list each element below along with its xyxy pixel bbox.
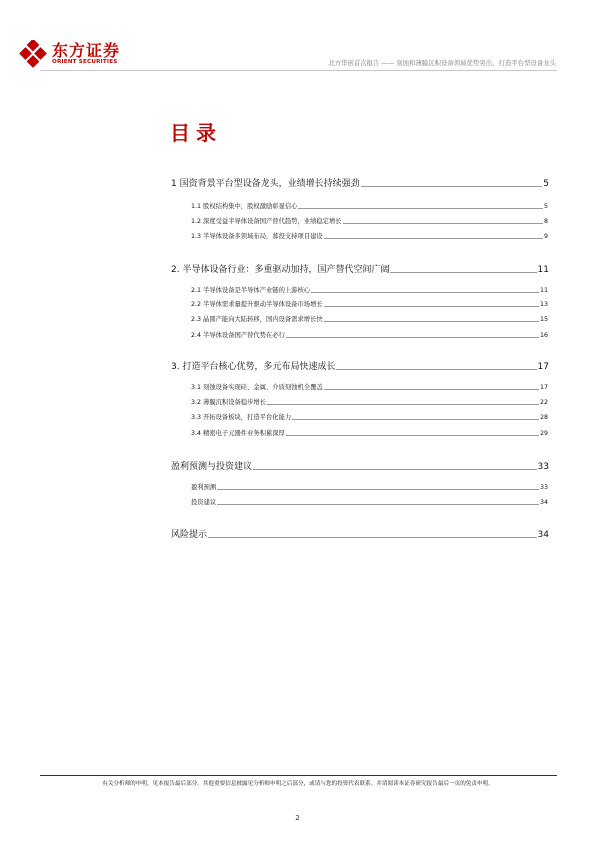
brand-logo xyxy=(18,38,148,72)
toc-entry-page: 34 xyxy=(537,530,549,540)
toc-dot-leader xyxy=(286,435,539,436)
footer-divider xyxy=(40,775,557,776)
toc-entry-label: 1.3 半导体设备多领域布局，募投支持项目建设 xyxy=(191,233,323,240)
toc-entry-subsection[interactable] xyxy=(191,201,548,210)
toc-entry-page: 28 xyxy=(539,414,548,421)
toc-entry-page: 9 xyxy=(543,233,548,240)
toc-entry-label: 3.1 刻蚀设备实现硅、金属、介质刻蚀机全覆盖 xyxy=(191,384,323,391)
toc-entry-subsection[interactable] xyxy=(191,482,548,491)
toc-entry-subsection[interactable] xyxy=(191,397,548,406)
toc-entry-label: 3. 打造平台核心优势，多元布局快速成长 xyxy=(171,362,336,372)
toc-entry-label: 盈利预测与投资建议 xyxy=(171,462,253,472)
toc-entry-page: 5 xyxy=(543,179,549,189)
toc-dot-leader xyxy=(311,292,539,293)
toc-entry-subsection[interactable] xyxy=(191,231,548,240)
toc-dot-leader xyxy=(324,238,543,239)
toc-entry-label: 投资建议 xyxy=(191,499,217,506)
toc-entry-label: 1.1 股权结构集中，股权激励彰显信心 xyxy=(191,203,298,210)
toc-entry-page: 22 xyxy=(539,399,548,406)
toc-entry-subsection[interactable] xyxy=(191,382,548,391)
toc-entry-label: 3.2 薄膜沉积设备稳步增长 xyxy=(191,399,266,406)
toc-entry-subsection[interactable] xyxy=(191,412,548,421)
toc-dot-leader xyxy=(361,186,543,187)
toc-entry-page: 17 xyxy=(539,384,548,391)
toc-dot-leader xyxy=(343,223,543,224)
toc-dot-leader xyxy=(292,419,539,420)
toc-entry-subsection[interactable] xyxy=(191,497,548,506)
toc-entry-label: 2.4 半导体设备国产替代势在必行 xyxy=(191,332,285,339)
toc-entry-label: 1 国资背景平台型设备龙头，业绩增长持续强劲 xyxy=(171,179,360,189)
toc-entry-page: 33 xyxy=(539,484,548,491)
toc-dot-leader xyxy=(267,404,539,405)
brand-diamond-icon xyxy=(18,40,48,68)
toc-entry-section[interactable] xyxy=(171,527,549,540)
brand-name-en: ORIENT SECURITIES xyxy=(52,59,118,65)
toc-entry-label: 风险提示 xyxy=(171,530,208,540)
toc-entry-label: 2.2 半导体需求量提升驱动半导体设备市场增长 xyxy=(191,301,323,308)
toc-dot-leader xyxy=(253,469,537,470)
toc-entry-section[interactable] xyxy=(171,176,549,189)
toc-entry-subsection[interactable] xyxy=(191,314,548,323)
toc-entry-page: 34 xyxy=(539,499,548,506)
toc-entry-label: 3.3 开拓设备板块，打造平台化能力 xyxy=(191,414,292,421)
toc-entry-page: 33 xyxy=(537,462,549,472)
toc-entry-page: 5 xyxy=(543,203,548,210)
footer-disclaimer: 有关分析师的申明，见本报告最后部分。其他重要信息披露见分析师申明之后部分，或请与您的投资代表联系。并请阅读本证券研究报告最后一页的免责申明。 xyxy=(102,781,494,787)
toc-entry-label: 2. 半导体设备行业：多重驱动加持，国产替代空间广阔 xyxy=(171,265,390,275)
toc-dot-leader xyxy=(208,537,537,538)
toc-dot-leader xyxy=(324,306,539,307)
toc-dot-leader xyxy=(217,504,539,505)
toc-dot-leader xyxy=(217,489,539,490)
toc-entry-page: 16 xyxy=(539,332,548,339)
toc-entry-subsection[interactable] xyxy=(191,216,548,225)
toc-entry-page: 29 xyxy=(539,430,548,437)
toc-dot-leader xyxy=(324,389,539,390)
toc-entry-section[interactable] xyxy=(171,262,549,275)
toc-entry-label: 1.2 深度受益半导体设备国产替代趋势，业绩稳定增长 xyxy=(191,218,342,225)
report-header-line: 北方华创首次报告 —— 刻蚀和薄膜沉积设备领域优势突出，打造平台型设备龙头 xyxy=(328,59,556,67)
toc-dot-leader xyxy=(336,369,536,370)
toc-dot-leader xyxy=(324,321,539,322)
toc-entry-subsection[interactable] xyxy=(191,428,548,437)
toc-entry-page: 11 xyxy=(539,287,548,294)
toc-entry-page: 11 xyxy=(537,265,549,275)
toc-entry-page: 8 xyxy=(543,218,548,225)
toc-entry-subsection[interactable] xyxy=(191,299,548,308)
toc-entry-page: 17 xyxy=(537,362,549,372)
toc-entry-label: 2.3 晶圆产能向大陆转移，国内设备需求增长快 xyxy=(191,316,323,323)
toc-entry-label: 盈利预测 xyxy=(191,484,217,491)
toc-title: 目录 xyxy=(170,121,222,145)
toc-entry-section[interactable] xyxy=(171,459,549,472)
toc-entry-label: 2.1 半导体设备是半导体产业链的上游核心 xyxy=(191,287,311,294)
toc-entry-page: 13 xyxy=(539,301,548,308)
toc-entry-subsection[interactable] xyxy=(191,330,548,339)
page-number: 2 xyxy=(295,814,300,822)
toc-dot-leader xyxy=(286,337,539,338)
toc-entry-page: 15 xyxy=(539,316,548,323)
toc-entry-label: 3.4 精密电子元器件业务积累深厚 xyxy=(191,430,285,437)
toc-entry-subsection[interactable] xyxy=(191,285,548,294)
toc-dot-leader xyxy=(298,208,543,209)
toc-dot-leader xyxy=(390,272,536,273)
toc-entry-section[interactable] xyxy=(171,359,549,372)
brand-name-cn: 东方证券 xyxy=(52,41,121,60)
header-divider xyxy=(40,70,557,71)
